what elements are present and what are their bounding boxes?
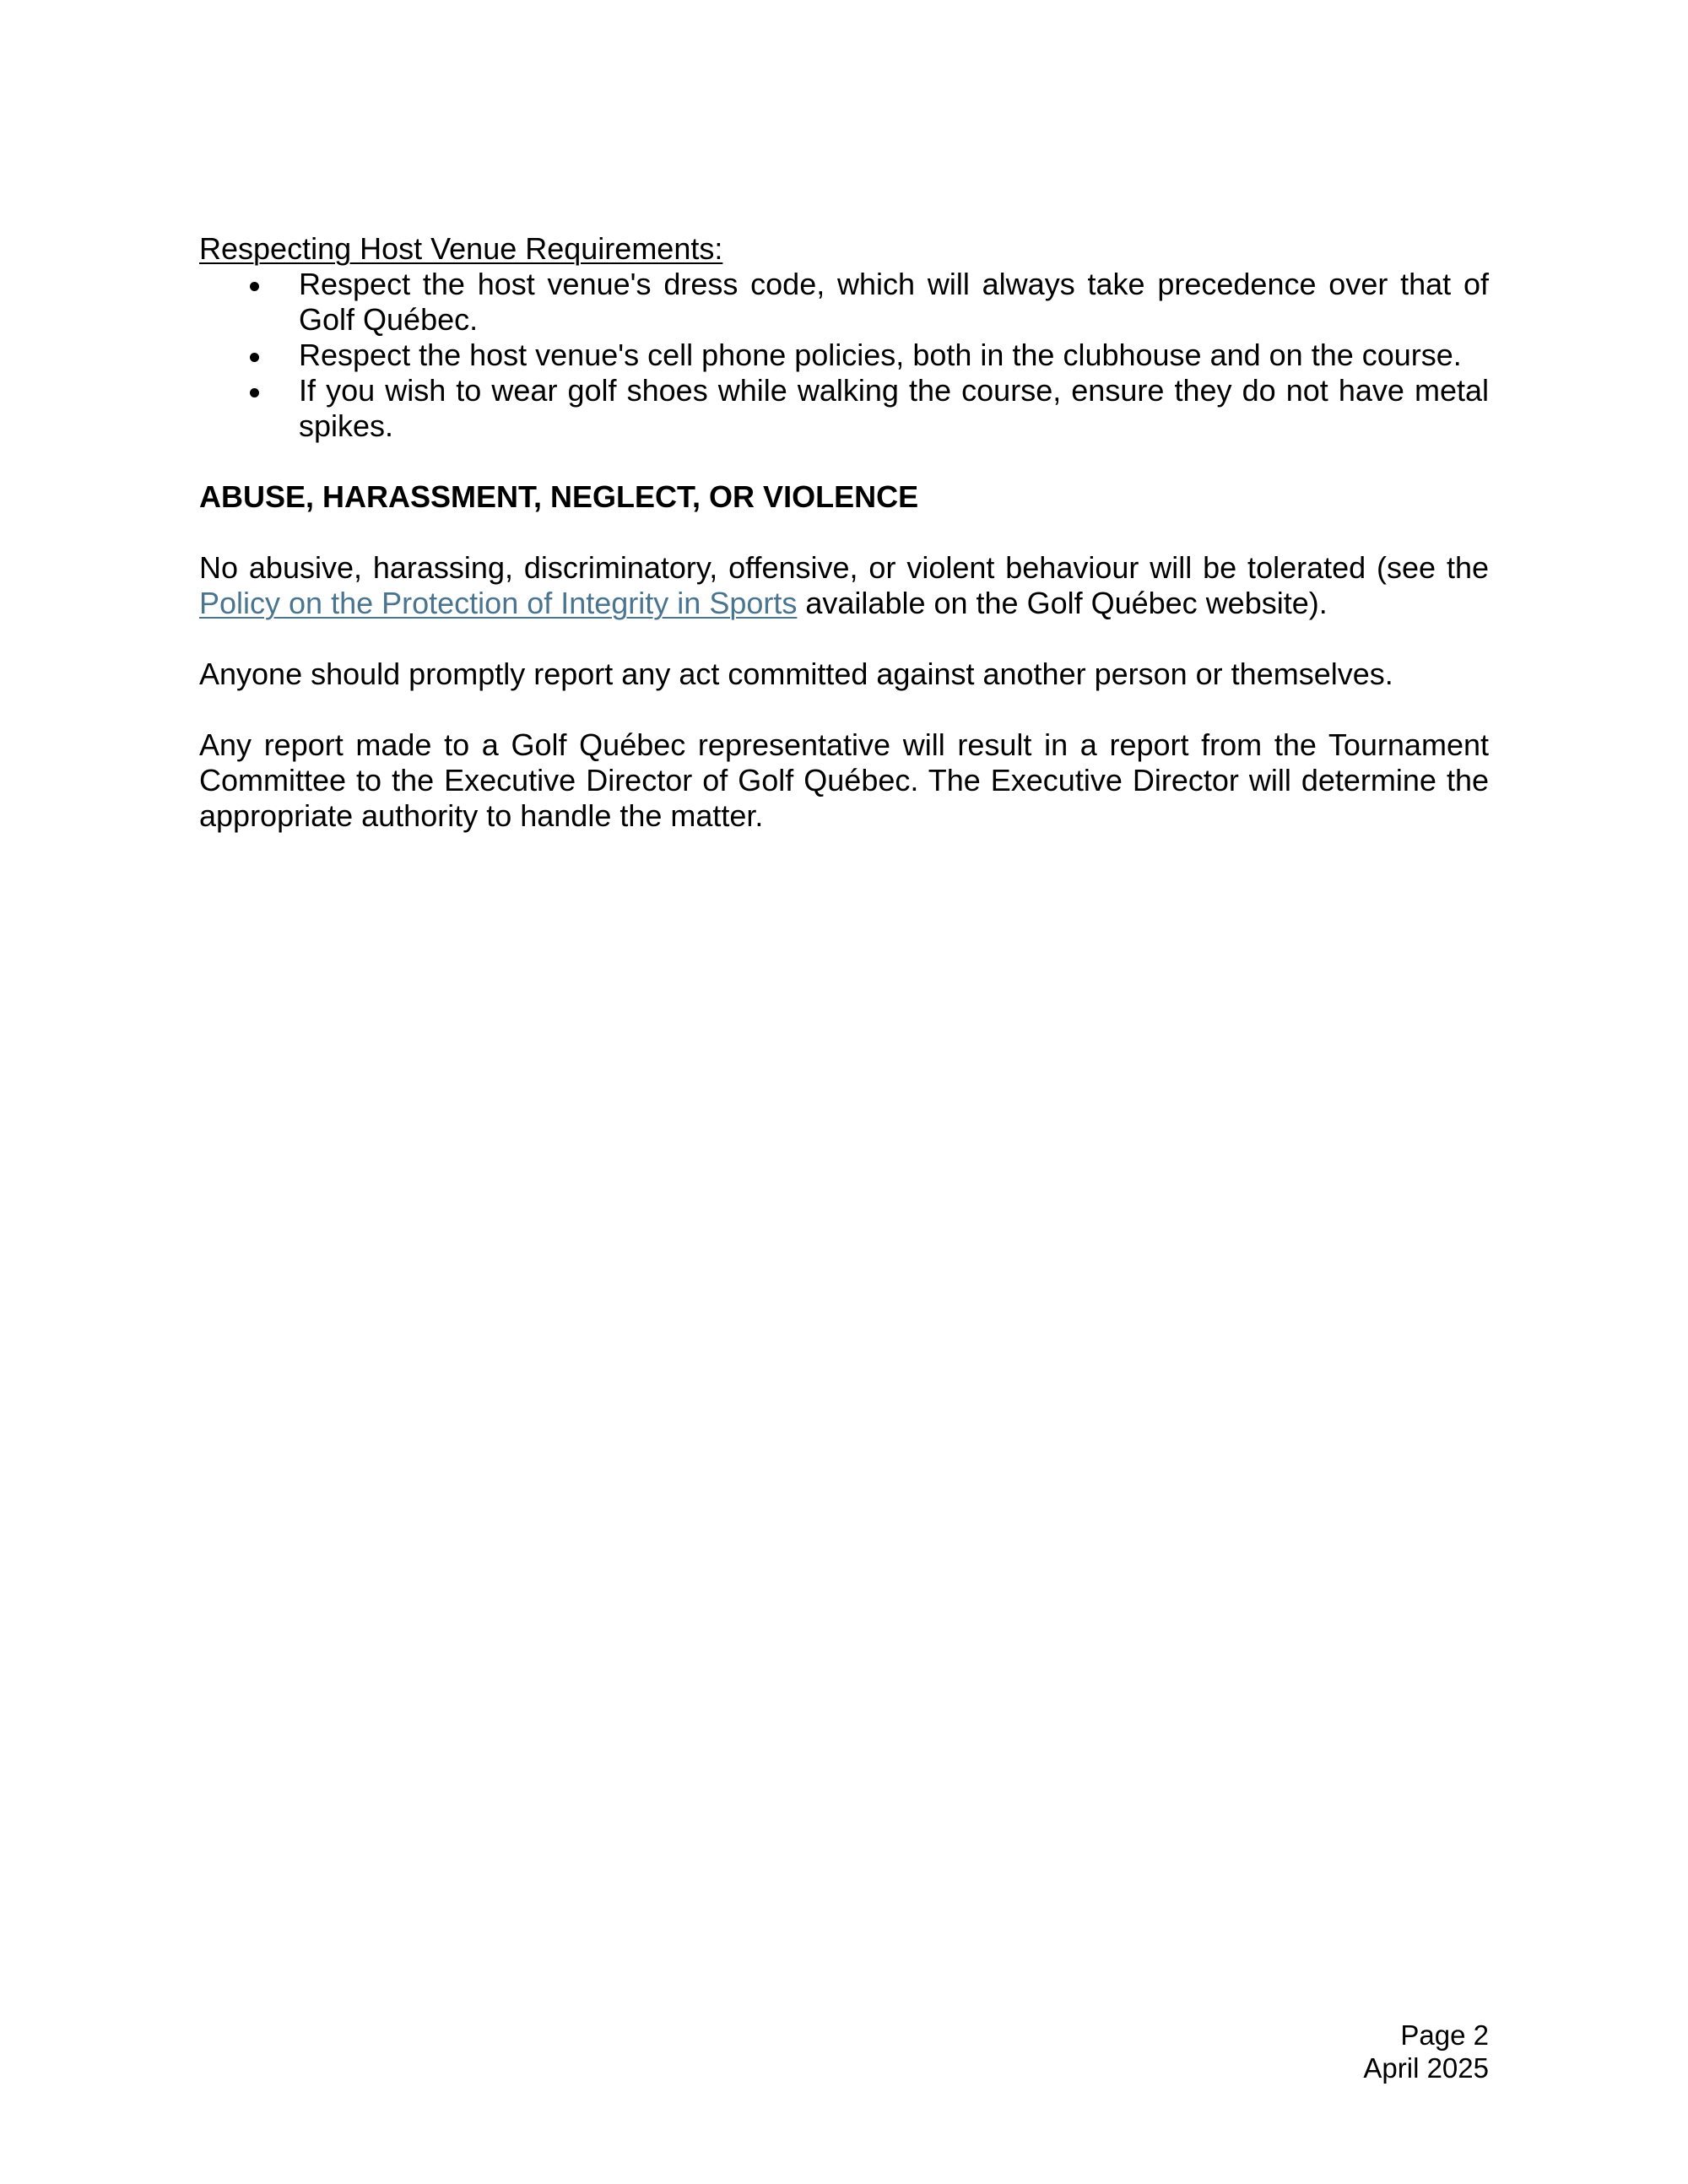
paragraph-text: No abusive, harassing, discriminatory, offensive, or violent behaviour will be tolerated (see the: [199, 550, 1489, 585]
document-date: April 2025: [1363, 2052, 1489, 2084]
paragraph-text: available on the Golf Québec website).: [797, 586, 1328, 620]
bullet-icon: [250, 282, 259, 291]
integrity-policy-link[interactable]: Policy on the Protection of Integrity in Sports: [199, 586, 798, 620]
list-item: [199, 373, 1489, 444]
bullet-icon: [250, 388, 259, 397]
no-abuse-paragraph: [199, 550, 1489, 621]
list-item: [199, 267, 1489, 338]
bullet-icon: [250, 353, 259, 362]
venue-requirements-heading: Respecting Host Venue Requirements:: [199, 231, 723, 266]
representative-report-paragraph: Any report made to a Golf Québec representative will result in a report from the Tournament Committee to the Executive Director of Golf Québec. The Executive Director will determine the appropriate authority to handle the matter.: [199, 727, 1489, 833]
list-item-text: Respect the host venue's dress code, which will always take precedence over that of Golf Québec.: [299, 267, 1489, 337]
report-paragraph: Anyone should promptly report any act committed against another person or themselves.: [199, 657, 1393, 691]
abuse-section-heading: ABUSE, HARASSMENT, NEGLECT, OR VIOLENCE: [199, 479, 919, 514]
list-item-text: If you wish to wear golf shoes while walking the course, ensure they do not have metal spikes.: [299, 373, 1489, 443]
list-item-text: Respect the host venue's cell phone policies, both in the clubhouse and on the course.: [299, 338, 1462, 372]
page-content: [199, 231, 1489, 834]
page-footer: [1363, 2019, 1489, 2084]
page-number: Page 2: [1400, 2019, 1489, 2051]
list-item: [199, 338, 1489, 373]
venue-requirements-list: [199, 267, 1489, 444]
